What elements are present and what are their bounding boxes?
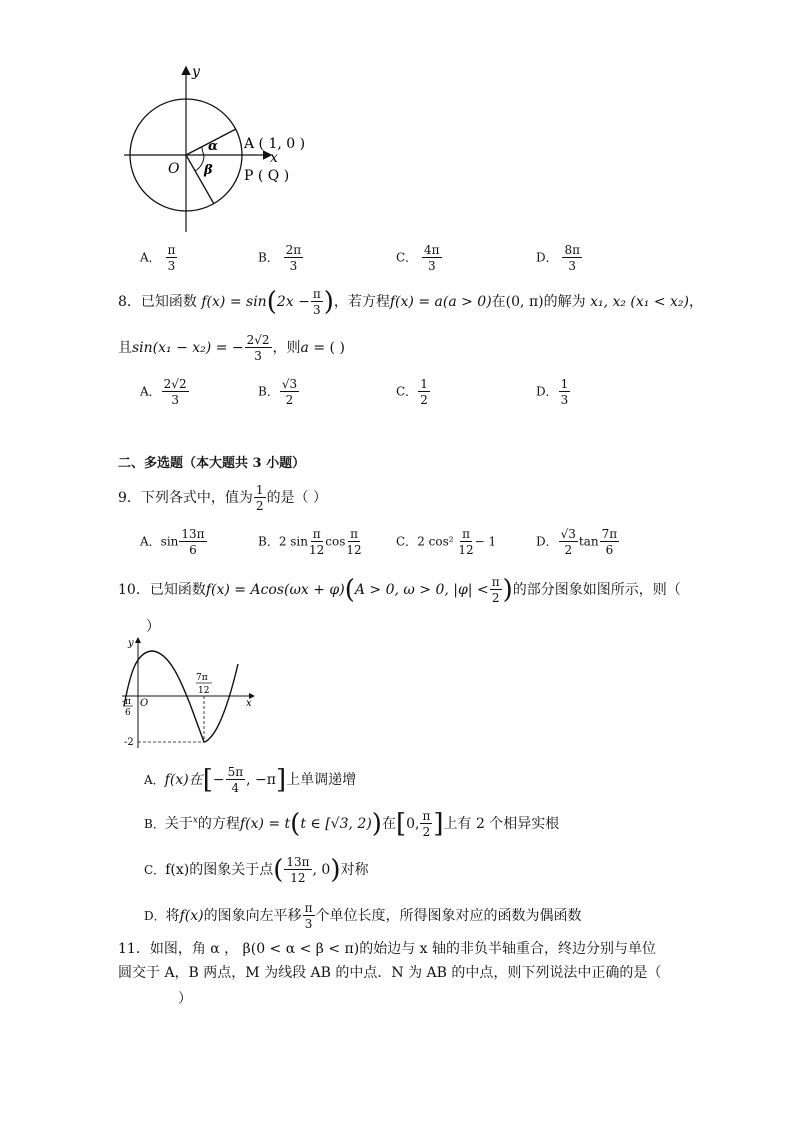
graph-x-label: x	[246, 698, 252, 709]
origin-label: O	[168, 161, 180, 177]
q9-option-b[interactable]: B．2 sin $\frac{\pi}{12}$ cos $\frac{\pi}{12}$	[258, 527, 362, 557]
q8-option-c[interactable]: C． $\frac{1}{2}$	[396, 377, 428, 407]
q7-option-d[interactable]: D． $\frac{8\pi}{3}$	[536, 243, 580, 273]
q10-option-c[interactable]: C．f(x)的图象关于点( $\frac{13\pi}{12}$ , 0)对称	[144, 855, 369, 885]
seven-pi-over-12-num: 7π	[196, 673, 208, 683]
q8-option-d[interactable]: D． $\frac{1}{3}$	[536, 377, 569, 407]
graph-origin-label: O	[140, 698, 149, 709]
min-value-label: -2	[124, 737, 134, 748]
alpha-label: α	[208, 139, 219, 154]
q7-option-b[interactable]: B． $\frac{2\pi}{3}$	[258, 243, 302, 273]
q9-stem: 9．下列各式中，值为 $\frac{1}{2}$ 的是（ ）	[118, 483, 328, 513]
q10-option-a[interactable]: A．f(x)在[− $\frac{5\pi}{4}$ , −π]上单调递增	[144, 765, 357, 795]
q8-option-b[interactable]: B． $\frac{√3}{2}$	[258, 377, 298, 407]
beta-label: β	[204, 163, 213, 178]
q7-option-a[interactable]: A． $\frac{\pi}{3}$	[140, 243, 176, 273]
q9-option-a[interactable]: A．sin $\frac{13\pi}{6}$	[140, 527, 205, 557]
q11-line3: ）	[178, 991, 192, 1007]
q10-option-d[interactable]: D．将f(x)的图象向左平移 $\frac{\pi}{3}$ 个单位长度，所得图象对应的函数为偶函数	[144, 901, 582, 931]
x-axis-label: x	[270, 150, 278, 166]
q8-line1: 8．已知函数 f(x) = sin(2x − $\frac{\pi}{3}$ )，若方程f(x) = a(a > 0)在(0, π)的解为 x₁, x₂ (x₁ < x₂)，	[118, 287, 703, 317]
q11-line1: 11．如图，角 α ， β(0 < α < β < π)的始边与 x 轴的非负半轴重合，终边分别与单位	[118, 941, 656, 957]
neg-pi-over-6-num: -π	[122, 697, 131, 707]
graph-y-label: y	[128, 638, 134, 649]
q10-stem-close: ）	[146, 619, 160, 635]
unit-circle-figure	[118, 62, 318, 242]
point-a-label: A ( 1, 0 )	[244, 136, 306, 152]
q8-option-a[interactable]: A． $\frac{2√2}{3}$	[140, 377, 187, 407]
point-p-label: P ( Q )	[244, 168, 290, 184]
q11-line2: 圆交于 A，B 两点，M 为线段 AB 的中点．N 为 AB 的中点，则下列说法中正确的是（	[118, 965, 662, 981]
q10-option-b[interactable]: B．关于$^x$的方程f(x) = t(t ∈ [√3, 2))在[0, $\frac{\pi}{2}$ ]上有 2 个相异实根	[144, 809, 560, 839]
alpha-arc	[202, 147, 204, 155]
seven-pi-over-12-den: 12	[198, 686, 210, 696]
q10-stem: 10．已知函数f(x) = Acos(ωx + φ)(A > 0, ω > 0, |φ| < $\frac{\pi}{2}$ )的部分图象如图所示，则（	[118, 575, 681, 605]
cosine-graph-figure	[120, 634, 260, 752]
q9-option-c[interactable]: C．2 cos² $\frac{\pi}{12}$ − 1	[396, 527, 497, 557]
q9-option-d[interactable]: D． $\frac{√3}{2}$ tan $\frac{7\pi}{6}$	[536, 527, 618, 557]
q8-line2: 且sin(x₁ − x₂) = − $\frac{2√2}{3}$ ，则a = ( )	[118, 333, 345, 363]
neg-pi-over-6-den: 6	[125, 708, 131, 718]
y-axis-label: y	[192, 64, 200, 80]
beta-arc	[195, 155, 204, 171]
section-title-multiple-choice: 二、多选题（本大题共 3 小题）	[118, 456, 306, 471]
q7-option-c[interactable]: C． $\frac{4\pi}{3}$	[396, 243, 440, 273]
